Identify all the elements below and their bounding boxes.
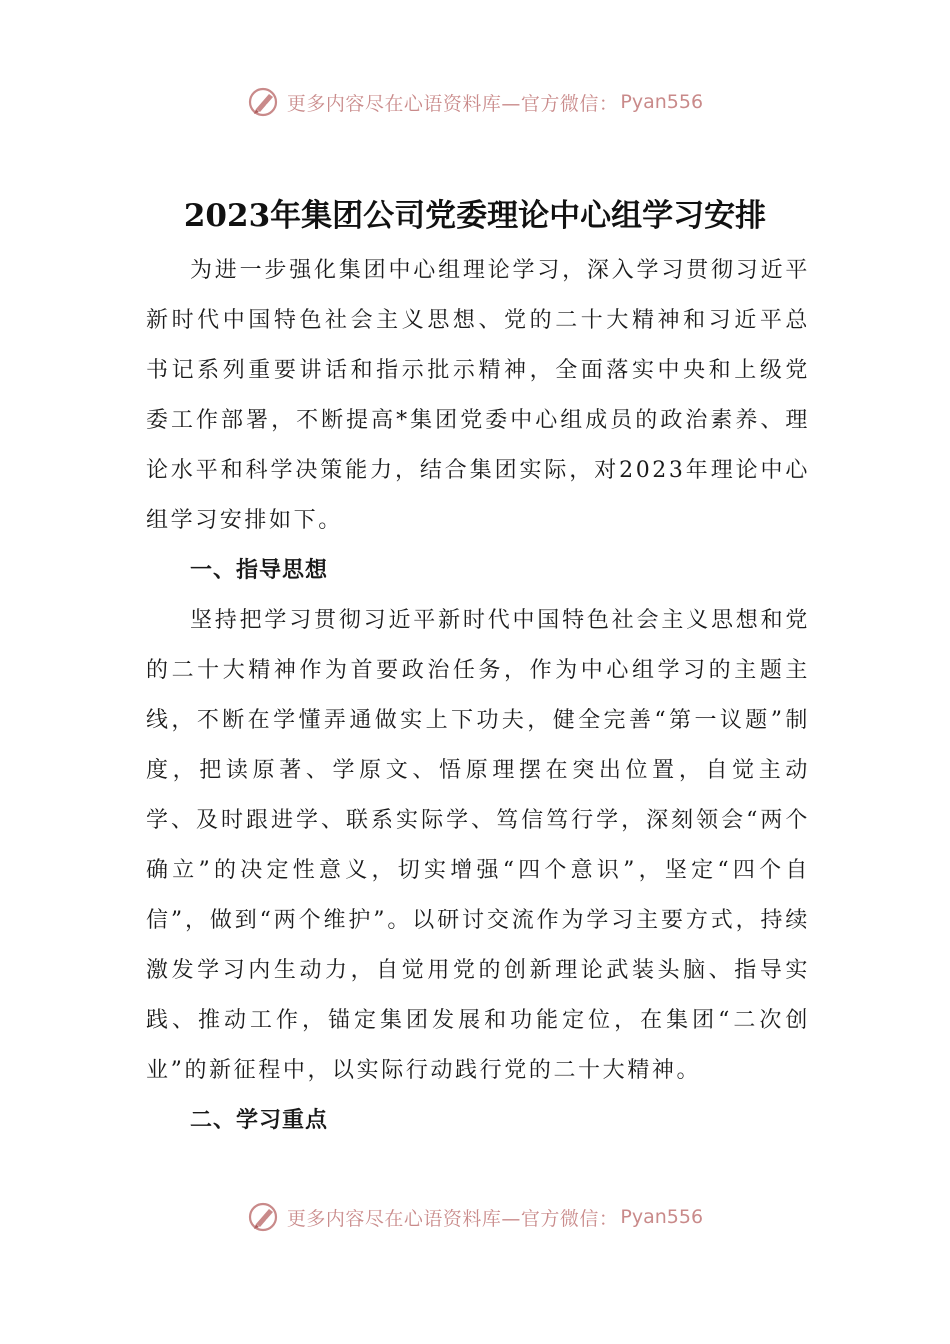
watermark-text: 更多内容尽在心语资料库—官方微信： (286, 1207, 619, 1230)
intro-paragraph: 为进一步强化集团中心组理论学习，深入学习贯彻习近平新时代中国特色社会主义思想、党的二十大精神和习近平总书记系列重要讲话和指示批示精神，全面落实中央和上级党委工作部署，不断提高*集团党委中心组成员的政治素养、理论水平和科学决策能力，结合集团实际，对2023年理论中心组学习安排如下。 (146, 258, 810, 533)
watermark-wechat-id: Pyan556 (620, 1206, 704, 1228)
section-paragraph-guiding-ideology: 坚持把学习贯彻习近平新时代中国特色社会主义思想和党的二十大精神作为首要政治任务，作为中心组学习的主题主线，不断在学懂弄通做实上下功夫，健全完善“第一议题”制度，把读原著、学原文、悟原理摆在突出位置，自觉主动学、及时跟进学、联系实际学、笃信笃行学，深刻领会“两个确立”的决定性意义，切实增强“四个意识”，坚定“四个自信”，做到“两个维护”。以研讨交流作为学习主要方式，持续激发学习内生动力，自觉用党的创新理论武装头脑、指导实践、推动工作，锚定集团发展和功能定位，在集团“二次创业”的新征程中，以实际行动践行党的二十大精神。 (146, 608, 810, 1083)
section-heading-key-points: 二、学习重点 (190, 1108, 329, 1133)
watermark-wechat-id: Pyan556 (620, 91, 704, 113)
section-heading-guiding-ideology: 一、指导思想 (190, 558, 329, 583)
watermark-footer (0, 1202, 950, 1242)
watermark-text: 更多内容尽在心语资料库—官方微信： (286, 92, 619, 115)
document-body (146, 246, 810, 1146)
pen-logo-icon (247, 1202, 281, 1234)
document-title: 2023年集团公司党委理论中心组学习安排 (183, 198, 767, 234)
pen-logo-icon (247, 85, 281, 119)
watermark-header (0, 82, 950, 122)
